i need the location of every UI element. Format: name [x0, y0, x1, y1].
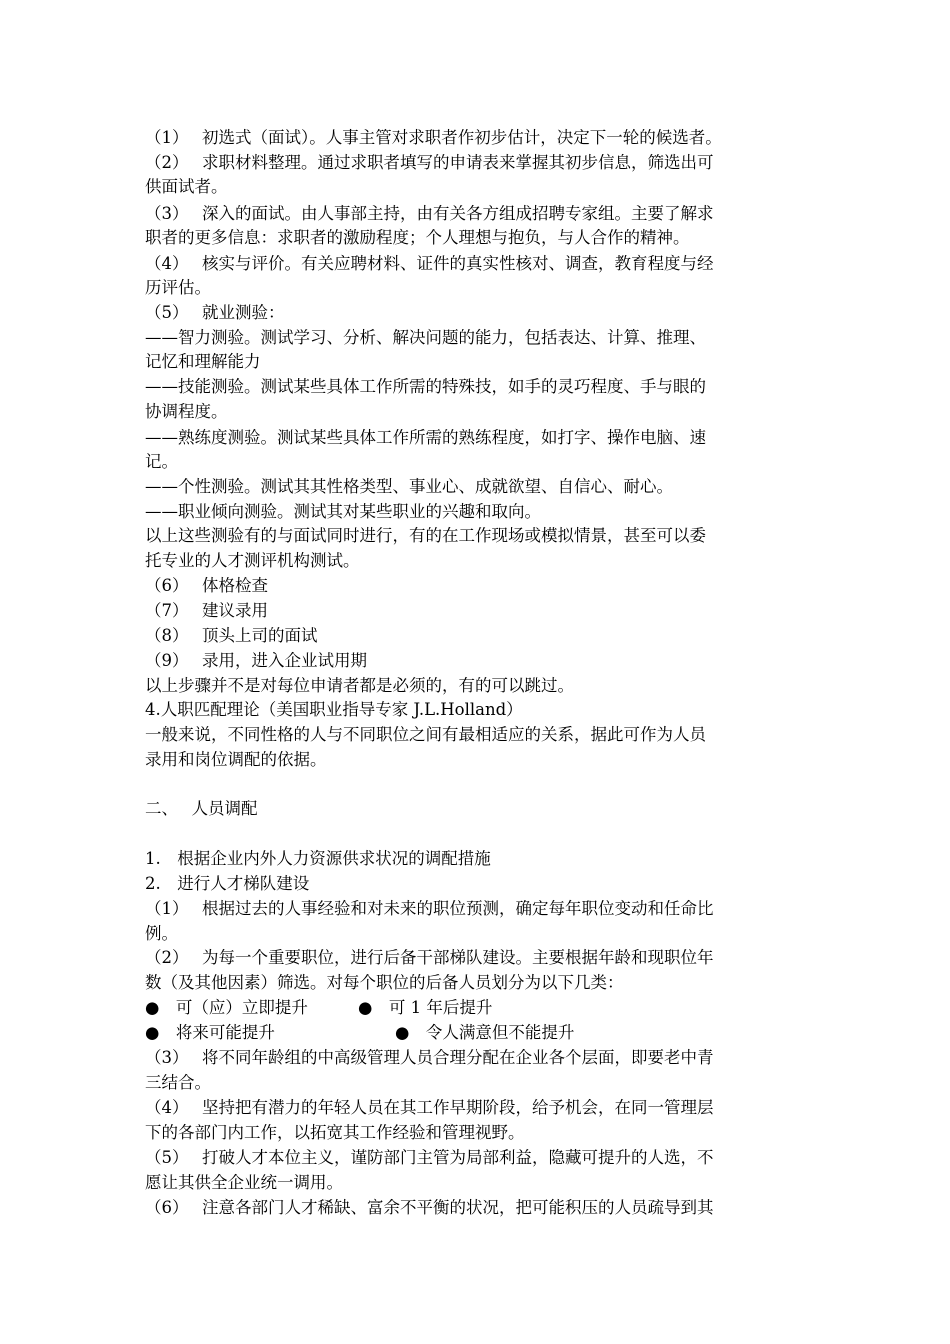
paragraph-line: 下的各部门内工作，以拓宽其工作经验和管理视野。	[145, 1123, 525, 1142]
paragraph-line: ——技能测验。测试某些具体工作所需的特殊技，如手的灵巧程度、手与眼的	[145, 377, 706, 396]
bullet-item: ● 可（应）立即提升	[145, 998, 308, 1017]
section-heading: 二、 人员调配	[145, 799, 258, 818]
paragraph-line: 记。	[145, 452, 178, 471]
paragraph-line: ——智力测验。测试学习、分析、解决问题的能力，包括表达、计算、推理、	[145, 328, 706, 347]
bullet-item: ● 令人满意但不能提升	[395, 1023, 575, 1042]
paragraph-line: （2） 求职材料整理。通过求职者填写的申请表来掌握其初步信息，筛选出可	[145, 153, 714, 172]
paragraph-line: 2. 进行人才梯队建设	[145, 874, 310, 893]
paragraph-line: 协调程度。	[145, 402, 228, 421]
paragraph-line: 愿让其供全企业统一调用。	[145, 1173, 343, 1192]
bullet-item: ● 将来可能提升	[145, 1023, 275, 1042]
paragraph-line: ——熟练度测验。测试某些具体工作所需的熟练程度，如打字、操作电脑、速	[145, 428, 706, 447]
paragraph-line: （7） 建议录用	[145, 601, 268, 620]
paragraph-line: （4） 坚持把有潜力的年轻人员在其工作早期阶段，给予机会，在同一管理层	[145, 1098, 714, 1117]
paragraph-line: 以上步骤并不是对每位申请者都是必须的，有的可以跳过。	[145, 676, 574, 695]
paragraph-line: 三结合。	[145, 1073, 211, 1092]
paragraph-line: 数（及其他因素）筛选。对每个职位的后备人员划分为以下几类：	[145, 973, 624, 992]
paragraph-line: 以上这些测验有的与面试同时进行，有的在工作现场或模拟情景，甚至可以委	[145, 526, 706, 545]
paragraph-line: （8） 顶头上司的面试	[145, 626, 318, 645]
paragraph-line: （9） 录用，进入企业试用期	[145, 651, 367, 670]
bullet-item: ● 可 1 年后提升	[358, 998, 493, 1017]
paragraph-line: 例。	[145, 924, 178, 943]
paragraph-line: 职者的更多信息：求职者的激励程度；个人理想与抱负，与人合作的精神。	[145, 228, 690, 247]
paragraph-line: 供面试者。	[145, 177, 228, 196]
paragraph-line: （6） 体格检查	[145, 576, 268, 595]
paragraph-line: （2） 为每一个重要职位，进行后备干部梯队建设。主要根据年龄和现职位年	[145, 948, 714, 967]
paragraph-line: （5） 打破人才本位主义，谨防部门主管为局部利益，隐藏可提升的人选，不	[145, 1148, 714, 1167]
paragraph-line: （3） 深入的面试。由人事部主持，由有关各方组成招聘专家组。主要了解求	[145, 204, 714, 223]
paragraph-line: 托专业的人才测评机构测试。	[145, 551, 360, 570]
paragraph-line: 4.人职匹配理论（美国职业指导专家 J.L.Holland）	[145, 700, 523, 719]
paragraph-line: （5） 就业测验：	[145, 303, 285, 322]
paragraph-line: 1. 根据企业内外人力资源供求状况的调配措施	[145, 849, 491, 868]
paragraph-line: 历评估。	[145, 278, 211, 297]
paragraph-line: ——个性测验。测试其其性格类型、事业心、成就欲望、自信心、耐心。	[145, 477, 673, 496]
paragraph-line: （4） 核实与评价。有关应聘材料、证件的真实性核对、调查，教育程度与经	[145, 254, 714, 273]
paragraph-line: 记忆和理解能力	[145, 352, 261, 371]
paragraph-line: （1） 初选式（面试）。人事主管对求职者作初步估计，决定下一轮的候选者。	[145, 128, 722, 147]
paragraph-line: （6） 注意各部门人才稀缺、富余不平衡的状况，把可能积压的人员疏导到其	[145, 1198, 714, 1217]
paragraph-line: （1） 根据过去的人事经验和对未来的职位预测，确定每年职位变动和任命比	[145, 899, 714, 918]
paragraph-line: 录用和岗位调配的依据。	[145, 750, 327, 769]
paragraph-line: （3） 将不同年龄组的中高级管理人员合理分配在企业各个层面，即要老中青	[145, 1048, 714, 1067]
paragraph-line: ——职业倾向测验。测试其对某些职业的兴趣和取向。	[145, 502, 541, 521]
paragraph-line: 一般来说，不同性格的人与不同职位之间有最相适应的关系，据此可作为人员	[145, 725, 706, 744]
